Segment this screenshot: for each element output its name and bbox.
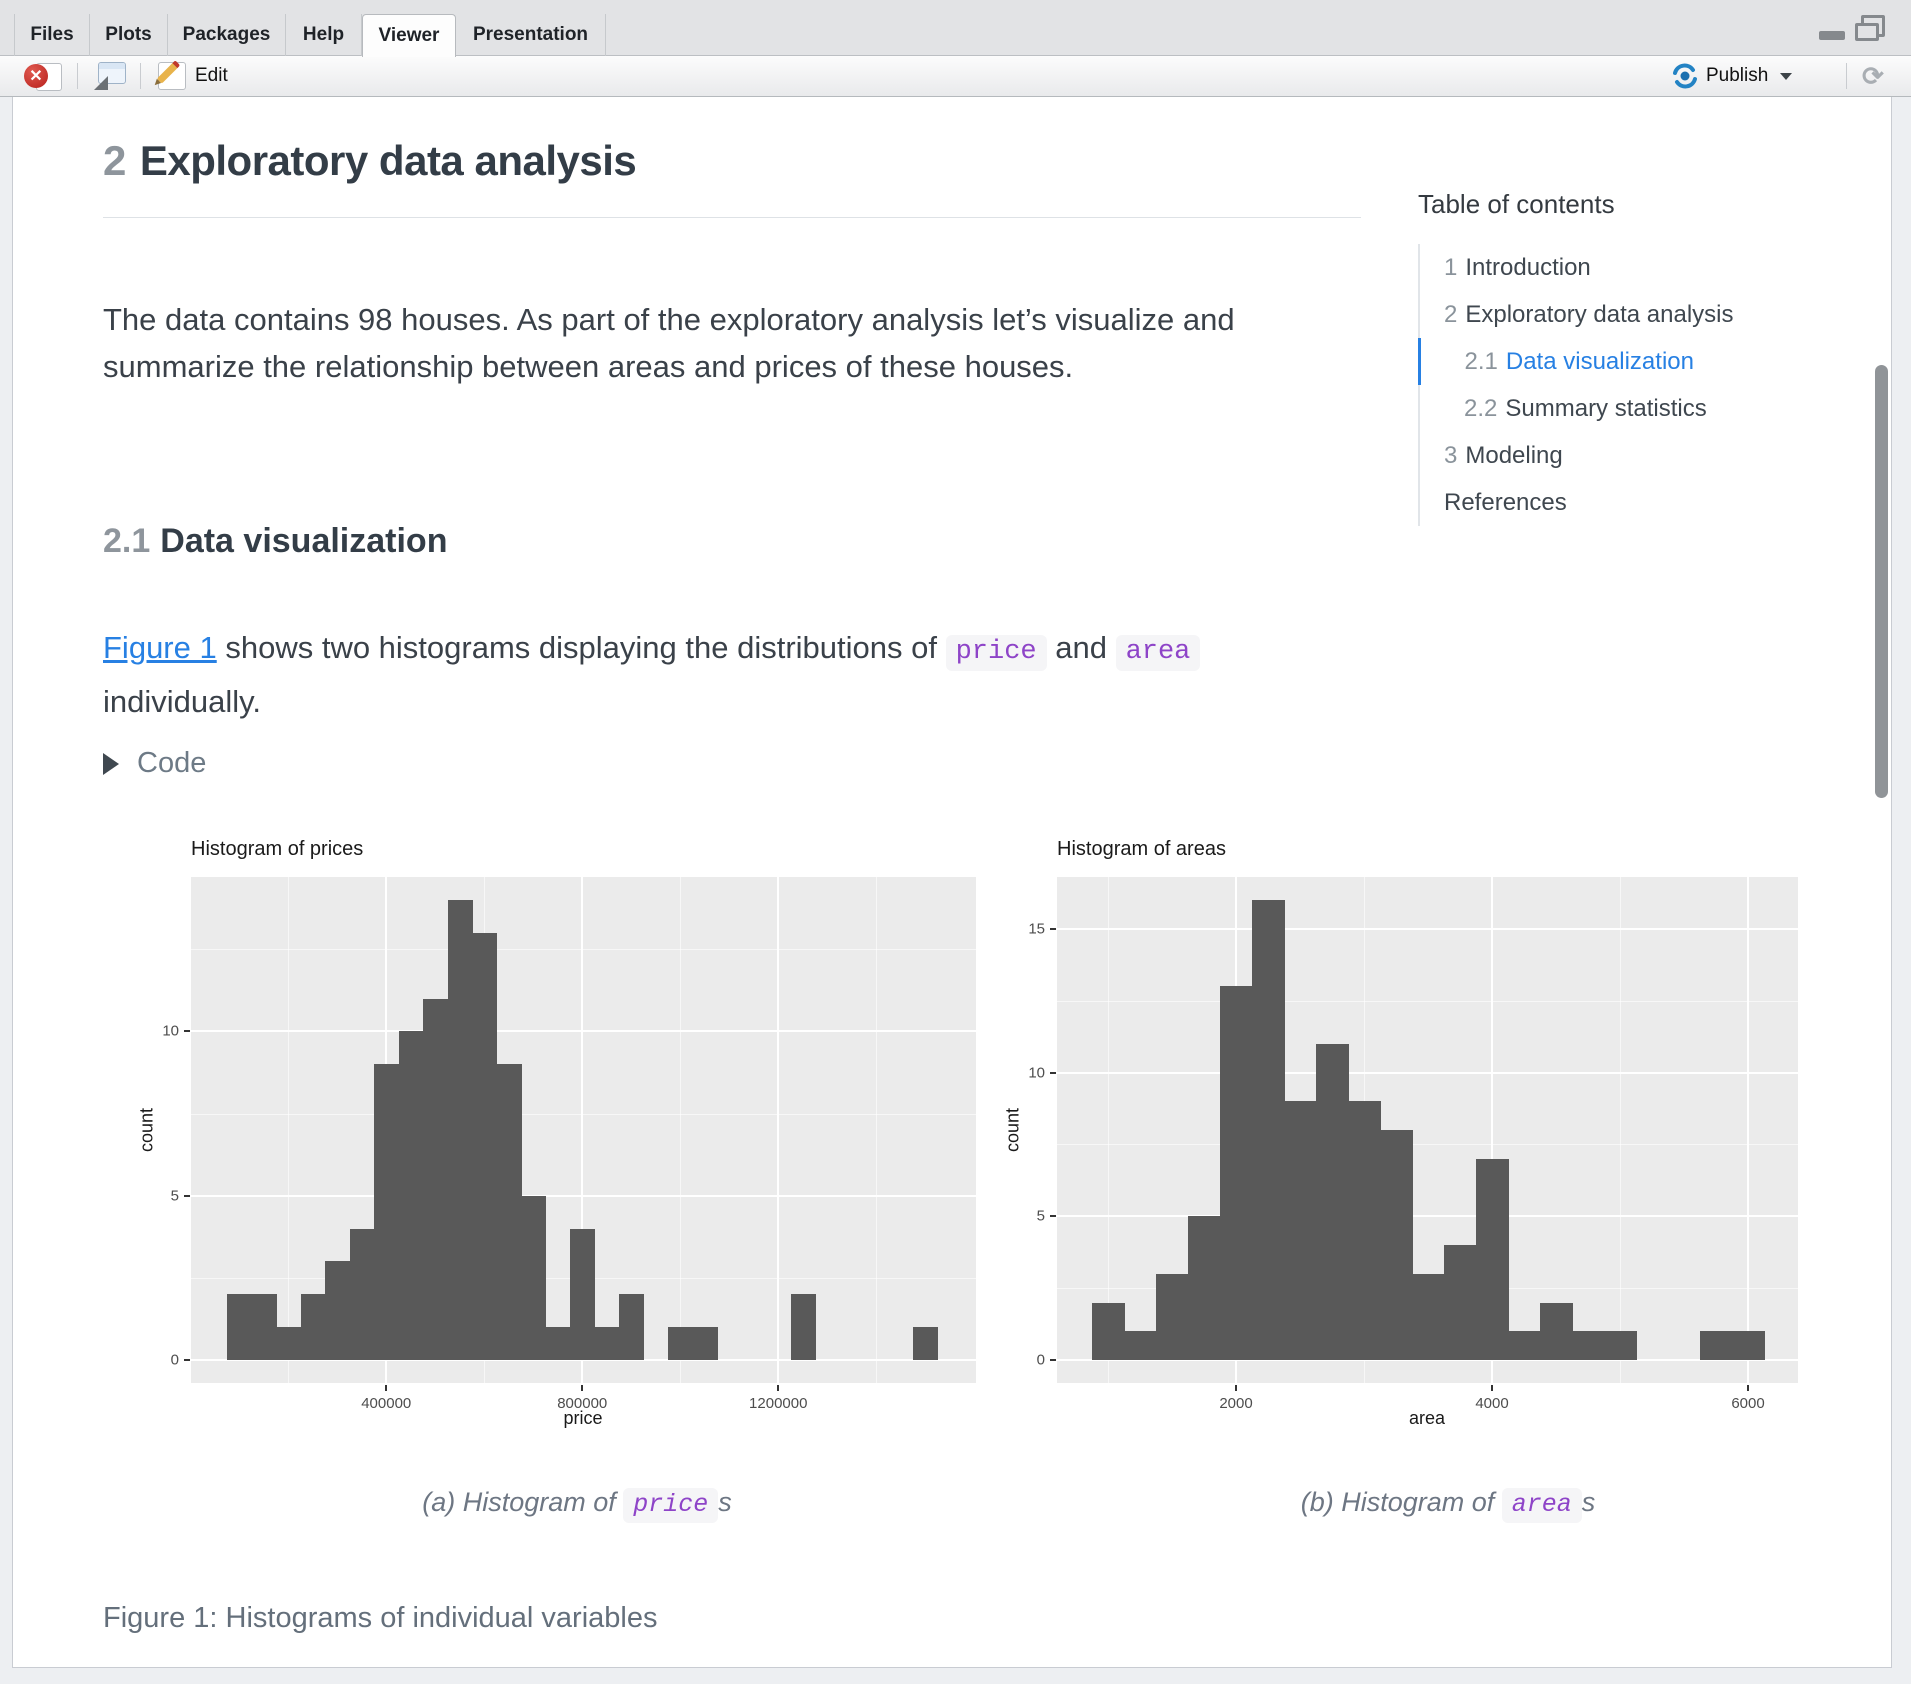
- chart-graphic: [191, 949, 976, 950]
- chart-graphic: [385, 1385, 387, 1391]
- plot-panel: [1057, 877, 1798, 1383]
- publish-button[interactable]: [1672, 56, 1792, 96]
- toc-item-exploratory-data-analysis[interactable]: [1420, 291, 1763, 338]
- chart-graphic: [288, 877, 289, 1383]
- inline-code-price: price: [946, 635, 1047, 671]
- tab-presentation[interactable]: Presentation: [456, 14, 606, 56]
- toc-item-number: 2: [1444, 301, 1458, 328]
- histogram-bar: [1540, 1303, 1573, 1361]
- toc-item-summary-statistics[interactable]: [1420, 385, 1763, 432]
- subfigure-caption-a: [133, 1487, 1021, 1519]
- histogram-bar: [497, 1064, 522, 1360]
- chart-graphic: 800000: [557, 1395, 608, 1412]
- code-fold-label: Code: [137, 747, 207, 779]
- chart-graphic: 10: [1028, 1064, 1045, 1081]
- histogram-bar: [1188, 1216, 1221, 1360]
- toc-item-label: Modeling: [1465, 442, 1563, 469]
- toc-item-label: Data visualization: [1505, 348, 1694, 375]
- tab-files[interactable]: Files: [14, 14, 90, 56]
- histogram-bar: [668, 1327, 693, 1360]
- histogram-bar: [1604, 1331, 1637, 1360]
- toc-item-label: References: [1444, 489, 1567, 516]
- window-controls: [1819, 0, 1885, 56]
- pane-tab-bar: [0, 0, 1911, 56]
- chart-graphic: [1057, 1215, 1798, 1217]
- tab-help[interactable]: Help: [286, 14, 362, 56]
- area-histogram-figure: [1002, 838, 1891, 1438]
- chart-graphic: [1050, 1359, 1056, 1361]
- toc-item-label: Exploratory data analysis: [1465, 301, 1734, 328]
- toc-item-references[interactable]: [1420, 479, 1763, 526]
- refresh-icon: ⟳: [1862, 60, 1884, 91]
- toc-item-data-visualization[interactable]: [1418, 338, 1764, 385]
- histogram-bar: [619, 1294, 644, 1360]
- section-title-text: Exploratory data analysis: [139, 137, 637, 184]
- chart-graphic: [1050, 1215, 1056, 1217]
- plot-title: Histogram of prices: [191, 838, 364, 860]
- paragraph-text: shows two histograms displaying the distributions of: [216, 630, 946, 665]
- histogram-bar: [1284, 1101, 1317, 1360]
- intro-paragraph: The data contains 98 houses. As part of the exploratory analysis let’s visualize and summarize the relationship between areas and prices of these houses.: [103, 302, 1235, 384]
- chart-graphic: [1050, 1072, 1056, 1074]
- chart-graphic: [1491, 1385, 1493, 1391]
- chart-graphic: 6000: [1731, 1395, 1765, 1412]
- caption-code-price: price: [623, 1488, 718, 1523]
- viewer-content-frame: [12, 96, 1892, 1668]
- chart-graphic: [184, 1359, 190, 1361]
- chart-graphic: [184, 1030, 190, 1032]
- plot-title: Histogram of areas: [1057, 838, 1226, 860]
- chart-graphic: 5: [1036, 1207, 1045, 1225]
- chart-graphic: 15: [1028, 920, 1045, 938]
- open-in-new-window-button[interactable]: [92, 56, 126, 96]
- histogram-bar: [546, 1327, 571, 1360]
- caption-text: (b) Histogram of: [1300, 1487, 1502, 1517]
- histogram-bar: [1444, 1245, 1477, 1360]
- histogram-bar: [472, 933, 497, 1360]
- chart-graphic: [1057, 1072, 1798, 1074]
- histogram-bar: [570, 1229, 595, 1360]
- maximize-pane-icon[interactable]: [1855, 15, 1885, 41]
- histogram-bar: [1412, 1274, 1445, 1360]
- y-axis-title: count: [136, 1107, 157, 1153]
- toolbar-separator: [1846, 63, 1847, 89]
- section-number: 2: [103, 137, 126, 184]
- histogram-bar: [1380, 1130, 1413, 1360]
- publish-button-label: Publish: [1706, 65, 1769, 86]
- histogram-bar: [1252, 900, 1285, 1360]
- histogram-bar: [1508, 1331, 1541, 1360]
- toolbar-separator: [140, 63, 141, 89]
- chart-graphic: 0: [1036, 1351, 1045, 1369]
- chart-graphic: [1050, 928, 1056, 930]
- publish-dropdown-icon[interactable]: [1780, 73, 1792, 80]
- histogram-bar: [1732, 1331, 1765, 1360]
- chart-graphic: [680, 877, 681, 1383]
- histogram-bar: [1476, 1159, 1509, 1360]
- chart-graphic: 5: [170, 1187, 179, 1205]
- subfigure-caption-b: [1004, 1487, 1891, 1519]
- chart-graphic: 1200000: [749, 1395, 808, 1412]
- chart-graphic: [1057, 1001, 1798, 1002]
- histogram-bar: [791, 1294, 816, 1360]
- chart-graphic: [184, 1195, 190, 1197]
- edit-button-label: Edit: [195, 65, 228, 86]
- x-axis-title: area: [1408, 1408, 1446, 1428]
- popout-window-icon: [92, 62, 126, 90]
- chart-graphic: [191, 1114, 976, 1115]
- chart-graphic: [1747, 877, 1749, 1383]
- histogram-bar: [1700, 1331, 1733, 1360]
- plot-panel: [191, 877, 976, 1383]
- histogram-bar: [1348, 1101, 1381, 1360]
- caption-code-area: area: [1502, 1488, 1582, 1523]
- chart-graphic: [876, 877, 877, 1383]
- histogram-bar: [423, 999, 448, 1360]
- histogram-bar: [913, 1327, 938, 1360]
- chart-graphic: [1057, 928, 1798, 930]
- histogram-bar: [448, 900, 473, 1360]
- chart-graphic: [777, 1385, 779, 1391]
- chart-graphic: 0: [170, 1351, 179, 1369]
- histogram-bar: [227, 1294, 252, 1360]
- toc-item-modeling[interactable]: [1420, 432, 1763, 479]
- paragraph-text: individually.: [103, 684, 261, 719]
- histogram-bar: [276, 1327, 301, 1360]
- chart-graphic: [1057, 1144, 1798, 1145]
- toc-item-number: 1: [1444, 254, 1458, 281]
- subsection-number: 2.1: [103, 522, 151, 560]
- histogram-bar: [1572, 1331, 1605, 1360]
- disclosure-triangle-icon: [103, 753, 119, 775]
- figure-intro-paragraph: [103, 623, 1333, 727]
- caption-text: s: [718, 1487, 732, 1517]
- histogram-bar: [521, 1196, 546, 1360]
- histogram-bar: [1124, 1331, 1157, 1360]
- refresh-button[interactable]: [1862, 56, 1884, 96]
- chart-graphic: 4000: [1475, 1395, 1509, 1412]
- toolbar-separator: [77, 63, 78, 89]
- chart-graphic: [191, 1195, 976, 1197]
- code-fold-toggle[interactable]: [103, 747, 206, 780]
- toc-item-number: 2.1: [1464, 348, 1498, 375]
- page-title: [103, 137, 1361, 218]
- toc-item-number: 3: [1444, 442, 1458, 469]
- histogram-bar: [325, 1261, 350, 1360]
- histogram-bar: [1092, 1303, 1125, 1361]
- histogram-bar: [301, 1294, 326, 1360]
- histogram-bar: [1316, 1044, 1349, 1360]
- x-axis-title: price: [563, 1408, 603, 1428]
- clear-viewer-icon: ✕: [24, 62, 62, 90]
- subsection-title-text: Data visualization: [160, 522, 448, 560]
- histogram-bar: [374, 1064, 399, 1360]
- tab-plots[interactable]: Plots: [90, 14, 168, 56]
- figure-1-link[interactable]: Figure 1: [103, 630, 217, 665]
- paragraph-text: and: [1046, 630, 1116, 665]
- toc-item-introduction[interactable]: [1420, 244, 1763, 291]
- chart-graphic: 2000: [1219, 1395, 1253, 1412]
- chart-graphic: [777, 877, 779, 1383]
- y-axis-title: count: [1002, 1107, 1023, 1153]
- chart-graphic: 400000: [361, 1395, 412, 1412]
- edit-pencil-icon: [158, 62, 186, 90]
- chart-graphic: [191, 1030, 976, 1032]
- vertical-scrollbar-thumb[interactable]: [1875, 365, 1888, 798]
- toc-title: Table of contents: [1418, 189, 1615, 219]
- document-body: [13, 97, 1891, 1667]
- histogram-bar: [399, 1031, 424, 1360]
- chart-graphic: 10: [162, 1022, 179, 1040]
- clear-viewer-button[interactable]: [24, 56, 62, 96]
- edit-button[interactable]: [158, 56, 228, 96]
- figure-caption: Figure 1: Histograms of individual variables: [103, 1602, 658, 1634]
- minimize-pane-icon[interactable]: [1819, 31, 1845, 40]
- histogram-bar: [1220, 986, 1253, 1360]
- caption-text: (a) Histogram of: [422, 1487, 624, 1517]
- viewer-toolbar: [0, 56, 1911, 97]
- histogram-bar: [1156, 1274, 1189, 1360]
- histogram-bar: [693, 1327, 718, 1360]
- toc-item-number: 2.2: [1464, 395, 1498, 422]
- chart-graphic: [581, 1385, 583, 1391]
- subsection-title: [103, 522, 447, 561]
- tab-packages[interactable]: Packages: [168, 14, 286, 56]
- table-of-contents: [1418, 189, 1763, 526]
- toc-item-label: Introduction: [1465, 254, 1591, 281]
- chart-graphic: [1747, 1385, 1749, 1391]
- histogram-bar: [350, 1229, 375, 1360]
- toc-item-label: Summary statistics: [1505, 395, 1707, 422]
- histogram-bar: [595, 1327, 620, 1360]
- chart-graphic: [1235, 1385, 1237, 1391]
- chart-graphic: [1620, 877, 1621, 1383]
- price-histogram-figure: [133, 838, 1021, 1438]
- caption-text: s: [1581, 1487, 1596, 1517]
- histogram-bar: [252, 1294, 277, 1360]
- inline-code-area: area: [1116, 635, 1201, 671]
- tab-viewer[interactable]: Viewer: [362, 14, 456, 57]
- publish-connect-icon: [1672, 63, 1698, 89]
